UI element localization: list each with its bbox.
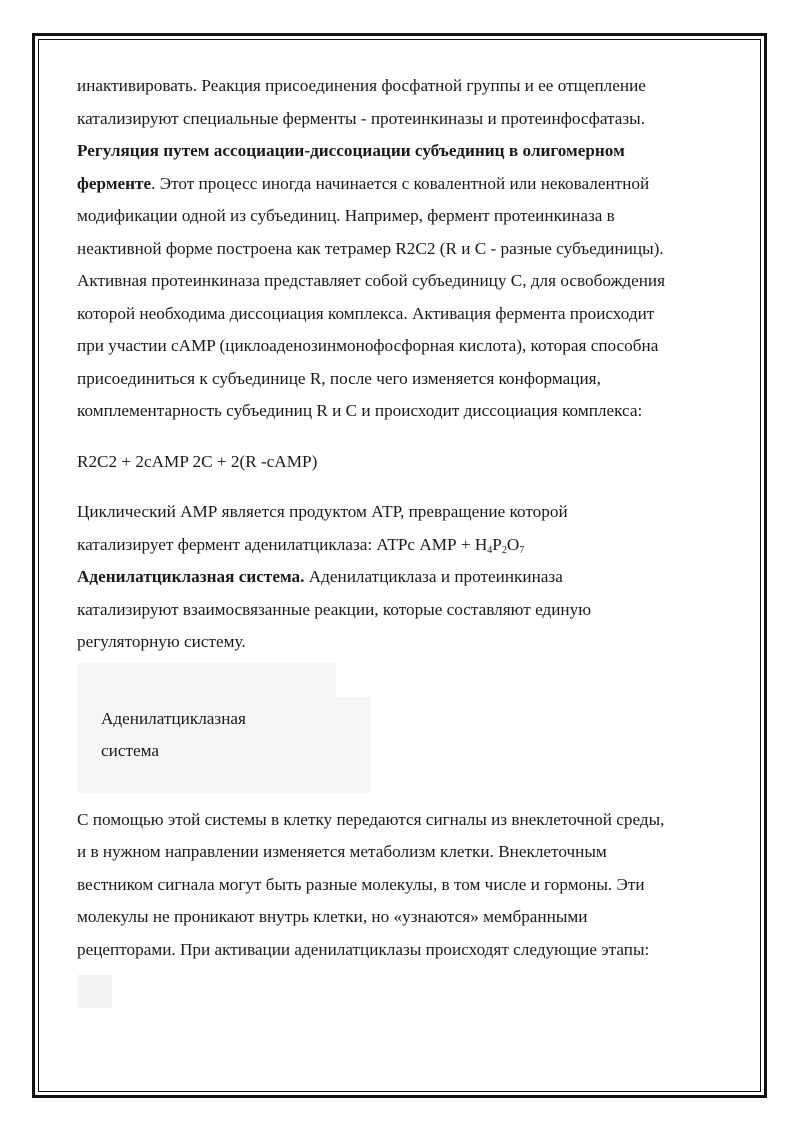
text-line: вестником сигнала могут быть разные молекулы, в том числе и гормоны. Эти (77, 874, 645, 894)
paragraph-1 (77, 70, 737, 135)
text-span: катализирует фермент аденилатциклаза: АТРс АМР + H (77, 534, 488, 554)
text-line: С помощью этой системы в клетку передаются сигналы из внеклеточной среды, (77, 809, 665, 829)
text-line (77, 529, 737, 562)
text-line: инактивировать. Реакция присоединения фосфатной группы и ее отщепление (77, 76, 646, 95)
text-line: неактивной форме построена как тетрамер R2C2 (R и С - разные субъединицы). (77, 238, 664, 258)
text-line: Циклический АМР является продуктом АТР, превращение которой (77, 502, 568, 521)
text-span: Аденилатциклаза и протеинкиназа (304, 567, 563, 586)
text-line: присоединиться к субъединице R, после чего изменяется конформация, (77, 368, 601, 388)
equation-block (77, 446, 737, 479)
heading-text: Аденилатциклазная система. (77, 567, 305, 586)
text-line: катализируют специальные ферменты - протеинкиназы и протеинфосфатазы. (77, 108, 646, 128)
text-line (77, 561, 737, 594)
text-line: комплементарность субъединиц R и С и происходит диссоциация комплекса: (77, 401, 643, 420)
text-line: регуляторную систему. (77, 632, 246, 651)
text-line: модификации одной из субъединиц. Например, фермент протеинкиназа в (77, 206, 615, 225)
text-line: и в нужном направлении изменяется метаболизм клетки. Внеклеточным (77, 842, 607, 861)
diagram-box-line: Аденилатциклазная (101, 709, 246, 728)
subscript: 2 (501, 544, 507, 556)
text-line: рецепторами. При активации аденилатциклазы происходят следующие этапы: (77, 939, 650, 959)
subscript: 4 (487, 544, 493, 556)
text-line: катализируют взаимосвязанные реакции, которые составляют единую (77, 599, 592, 619)
text-line: при участии cAMP (циклоаденозинмонофосфорная кислота), которая способна (77, 336, 659, 355)
paragraph-2 (77, 135, 737, 428)
text-span: O (506, 534, 520, 554)
section-heading (77, 135, 737, 168)
text-span: . Этот процесс иногда начинается с ковалентной или нековалентной (151, 173, 650, 193)
paragraph-4 (77, 804, 737, 967)
subscript: 7 (519, 544, 525, 556)
text-line: Активная протеинкиназа представляет собой субъединицу С, для освобождения (77, 271, 666, 290)
paragraph-3 (77, 496, 737, 659)
diagram-placeholder (77, 975, 112, 1008)
diagram-box-line: система (101, 741, 159, 760)
equation: R2C2 + 2cAMP 2C + 2(R -cAMP) (77, 451, 318, 471)
text-line: которой необходима диссоциация комплекса. Активация фермента происходит (77, 303, 655, 323)
heading-text: ферменте (77, 173, 152, 193)
heading-text: Регуляция путем ассоциации-диссоциации субъединиц в олигомерном (77, 141, 625, 160)
text-line: молекулы не проникают внутрь клетки, но «узнаются» мембранными (77, 907, 588, 926)
document-body (77, 70, 737, 966)
text-line (77, 168, 737, 201)
text-span: P (492, 534, 502, 554)
